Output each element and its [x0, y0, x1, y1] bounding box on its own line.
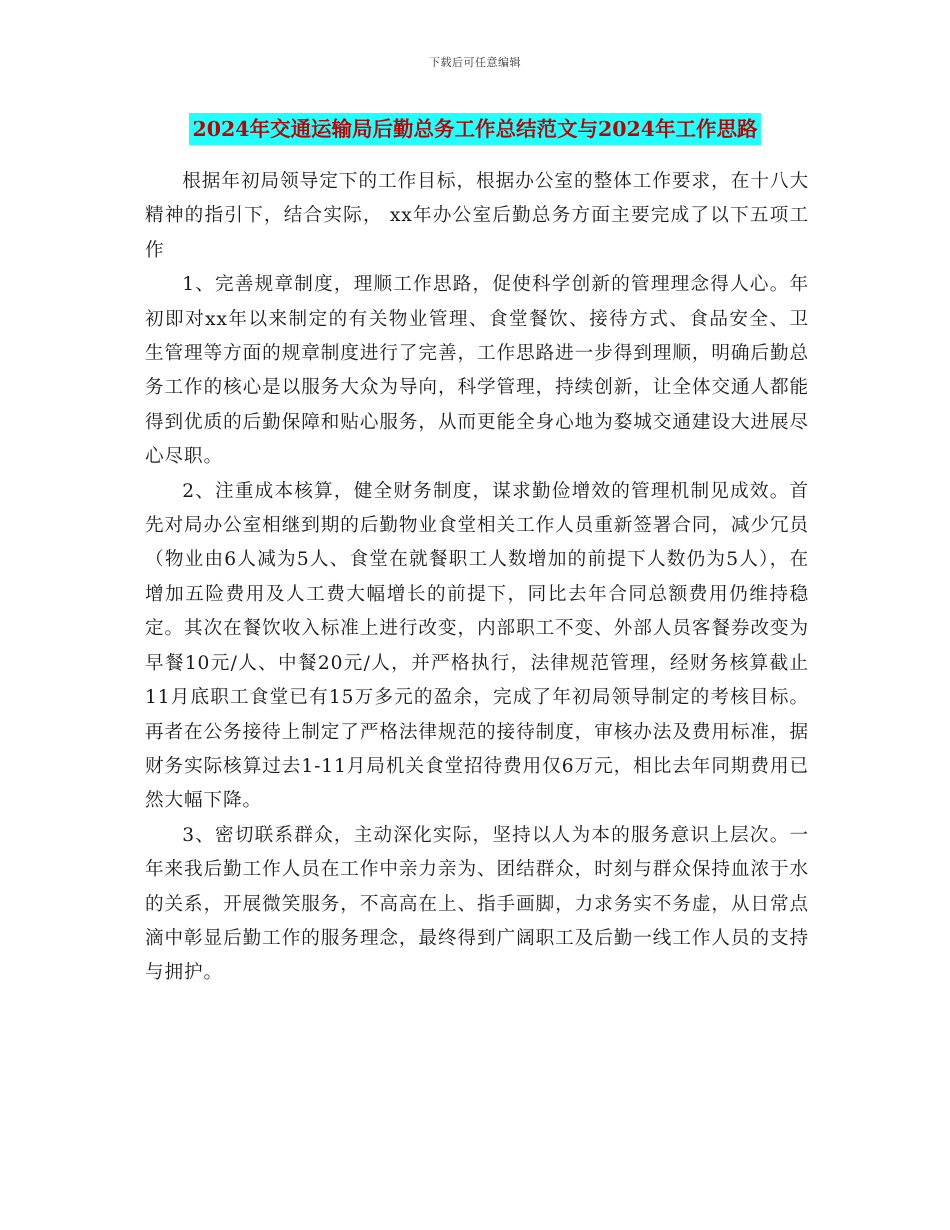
paragraph-intro: 根据年初局领导定下的工作目标，根据办公室的整体工作要求，在十八大精神的指引下，结合实际， xx年办公室后勤总务方面主要完成了以下五项工作 — [145, 171, 809, 261]
document-title: 2024年交通运输局后勤总务工作总结范文与2024年工作思路 — [189, 113, 760, 145]
document-body — [145, 165, 809, 991]
paragraph-item-3: 3、密切联系群众，主动深化实际，坚持以人为本的服务意识上层次。一年来我后勤工作人员在工作中亲力亲为、团结群众，时刻与群众保持血浓于水的关系，开展微笑服务，不高高在上、指手画脚，力求务实不务虚，从日常点滴中彰显后勤工作的服务理念，最终得到广阔职工及后勤一线工作人员的支持与拥护。 — [145, 824, 809, 984]
paragraph-item-1: 1、完善规章制度，理顺工作思路，促使科学创新的管理理念得人心。年初即对xx年以来制定的有关物业管理、食堂餐饮、接待方式、食品安全、卫生管理等方面的规章制度进行了完善，工作思路进一步得到理顺，明确后勤总务工作的核心是以服务大众为导向，科学管理，持续创新，让全体交通人都能得到优质的后勤保障和贴心服务，从而更能全身心地为婺城交通建设大进展尽心尽职。 — [145, 274, 809, 468]
paragraph-item-2: 2、注重成本核算，健全财务制度，谋求勤俭增效的管理机制见成效。首先对局办公室相继到期的后勤物业食堂相关工作人员重新签署合同，减少冗员（物业由6人减为5人、食堂在就餐职工人数增加的前提下人数仍为5人），在增加五险费用及人工费大幅增长的前提下，同比去年合同总额费用仍维持稳定。其次在餐饮收入标准上进行改变，内部职工不变、外部人员客餐券改变为早餐10元/人、中餐20元/人，并严格执行，法律规范管理，经财务核算截止11月底职工食堂已有15万多元的盈余，完成了年初局领导制定的考核目标。再者在公务接待上制定了严格法律规范的接待制度，审核办法及费用标准，据财务实际核算过去1-11月局机关食堂招待费用仅6万元，相比去年同期费用已然大幅下降。 — [145, 480, 809, 812]
title-container — [0, 113, 950, 145]
header-note: 下载后可任意编辑 — [429, 56, 521, 69]
